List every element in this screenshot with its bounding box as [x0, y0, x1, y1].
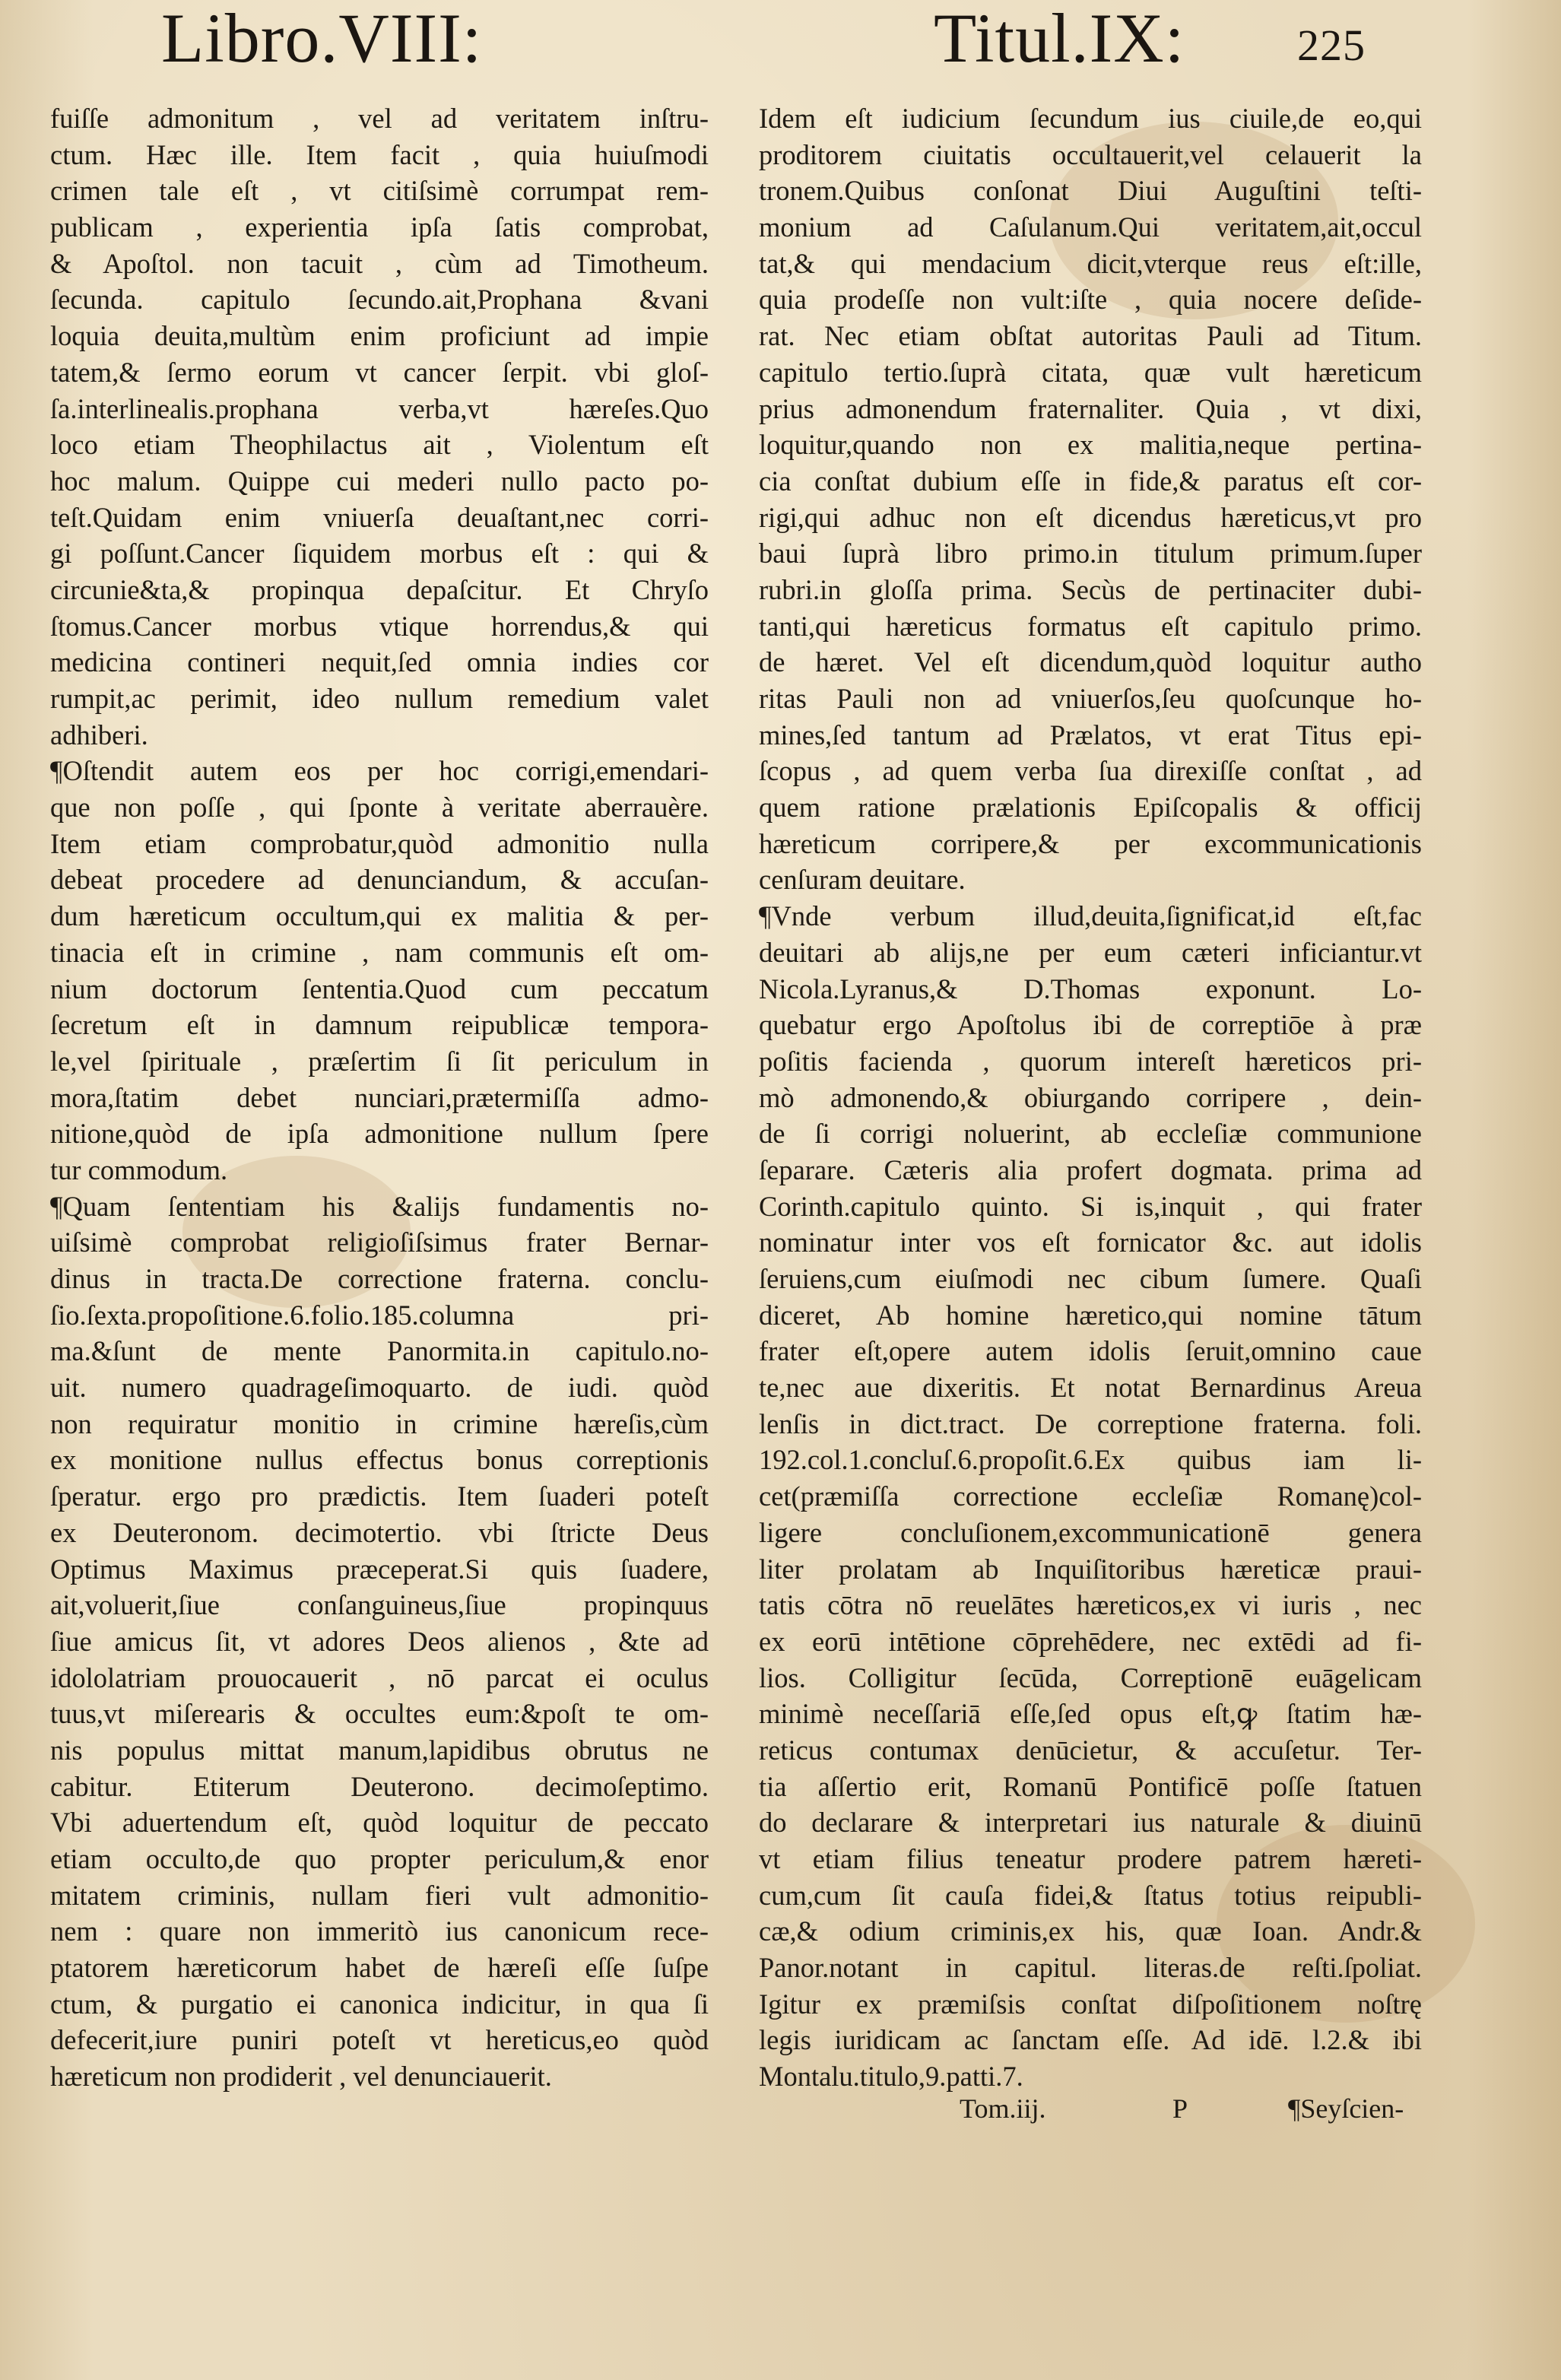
- text-line: poſitis facienda , quorum intereſt hæreticos pri-: [759, 1045, 1422, 1077]
- text-line: quebatur ergo Apoſtolus ibi de correptiōe à præ: [759, 1009, 1422, 1041]
- text-line: ritas Pauli non ad vniuerſos,ſeu quoſcunque ho-: [759, 683, 1422, 714]
- text-line: ma.&ſunt de mente Panormita.in capitulo.no-: [50, 1335, 709, 1367]
- volume-mark: Tom.iij.: [960, 2093, 1046, 2124]
- text-line: idololatriam prouocauerit , nō parcat ei oculus: [50, 1661, 709, 1693]
- text-line: tur commodum.: [50, 1154, 228, 1185]
- text-line: gi poſſunt.Cancer ſiquidem morbus eſt : qui &: [50, 538, 709, 570]
- text-line: crimen tale eſt , vt citiſsimè corrumpat rem-: [50, 175, 709, 207]
- text-line: tatis cōtra nō reuelātes hæreticos,ex vi iuris , nec: [759, 1589, 1422, 1621]
- text-line: ctum. Hæc ille. Item facit , quia huiuſmodi: [50, 138, 709, 170]
- text-line: ¶Oſtendit autem eos per hoc corrigi,emendari-: [50, 755, 709, 787]
- text-line: hoc malum. Quippe cui mederi nullo pacto po-: [50, 465, 709, 497]
- text-line: nominatur inter vos eſt fornicator &c. aut idolis: [759, 1226, 1422, 1258]
- text-line: fuiſſe admonitum , vel ad veritatem inſtru-: [50, 103, 709, 134]
- text-line: cæ,& odium criminis,ex his, quæ Ioan. Andr.&: [759, 1915, 1422, 1947]
- text-line: ſeruiens,cum eiuſmodi nec cibum ſumere. Quaſi: [759, 1263, 1422, 1294]
- text-line: que non poſſe , qui ſponte à veritate aberrauère.: [50, 792, 709, 823]
- text-line: cabitur. Etiterum Deuterono. decimoſeptimo.: [50, 1770, 709, 1802]
- text-line: tatem,& ſermo eorum vt cancer ſerpit. vbi gloſ-: [50, 356, 709, 388]
- text-line: nis populus mittat manum,lapidibus obrutus ne: [50, 1734, 709, 1766]
- running-header: [0, 0, 1561, 85]
- text-line: rubri.in gloſſa prima. Secùs de pertinaciter dubi-: [759, 573, 1422, 605]
- text-line: ſperatur. ergo pro prædictis. Item ſuaderi poteſt: [50, 1480, 709, 1512]
- text-line: capitulo tertio.ſuprà citata, quæ vult hæreticum: [759, 356, 1422, 388]
- text-line: quem ratione prælationis Epiſcopalis & officij: [759, 792, 1422, 823]
- text-line: tuus,vt miſerearis & occultes eum:&poſt te om-: [50, 1698, 709, 1730]
- text-line: rat. Nec etiam obſtat autoritas Pauli ad Titum.: [759, 320, 1422, 352]
- text-line: ſeparare. Cæteris alia profert dogmata. prima ad: [759, 1154, 1422, 1185]
- right-text-column: [759, 100, 1422, 2095]
- text-line: Igitur ex præmiſsis conſtat diſpoſitionem noſtrę: [759, 1988, 1422, 2020]
- text-line: ex Deuteronom. decimotertio. vbi ſtricte Deus: [50, 1516, 709, 1548]
- text-line: cia conſtat dubium eſſe in fide,& paratus eſt cor-: [759, 465, 1422, 497]
- text-line: defecerit,iure puniri poteſt vt hereticus,eo quòd: [50, 2024, 709, 2056]
- text-line: mora,ſtatim debet nunciari,prætermiſſa admo-: [50, 1081, 709, 1113]
- page-footer: [0, 2090, 1561, 2135]
- text-line: ſtomus.Cancer morbus vtique horrendus,& qui: [50, 610, 709, 642]
- text-line: liter prolatam ab Inquiſitoribus hæreticæ praui-: [759, 1553, 1422, 1585]
- text-line: cet(præmiſſa correctione eccleſiæ Romanę)col-: [759, 1480, 1422, 1512]
- text-line: 192.col.1.concluſ.6.propoſit.6.Ex quibus iam li-: [759, 1444, 1422, 1476]
- text-line: ex eorū intētione cōprehēdere, nec extēdi ad fi-: [759, 1625, 1422, 1657]
- text-line: ſecunda. capitulo ſecundo.ait,Prophana &vani: [50, 284, 709, 316]
- text-line: lenſis in dict.tract. De correptione fraterna. foli.: [759, 1407, 1422, 1439]
- text-line: nem : quare non immeritò ius canonicum rece-: [50, 1915, 709, 1947]
- text-line: tanti,qui hæreticus formatus eſt capitulo primo.: [759, 610, 1422, 642]
- text-line: Panor.notant in capitul. literas.de reſti.ſpoliat.: [759, 1952, 1422, 1984]
- text-line: hæreticum non prodiderit , vel denunciauerit.: [50, 2061, 552, 2093]
- text-line: loquitur,quando non ex malitia,neque pertina-: [759, 429, 1422, 461]
- text-line: rumpit,ac perimit, ideo nullum remedium valet: [50, 683, 709, 714]
- text-line: Vbi aduertendum eſt, quòd loquitur de peccato: [50, 1807, 709, 1839]
- text-line: deuitari ab alijs,ne per eum cæteri inficiantur.vt: [759, 936, 1422, 968]
- text-line: teſt.Quidam enim vniuerſa deuaſtant,nec corri-: [50, 501, 709, 533]
- text-line: loquia deuita,multùm enim proficiunt ad impie: [50, 320, 709, 352]
- text-line: ſcopus , ad quem verba ſua direxiſſe conſtat , ad: [759, 755, 1422, 787]
- text-line: frater eſt,opere autem idolis ſeruit,omnino caue: [759, 1335, 1422, 1367]
- text-line: Idem eſt iudicium ſecundum ius ciuile,de eo,qui: [759, 103, 1422, 134]
- page-number: 225: [1297, 21, 1366, 70]
- text-line: baui ſuprà libro primo.in titulum primum.ſuper: [759, 538, 1422, 570]
- title-heading: Titul.IX:: [934, 0, 1185, 77]
- text-line: ſa.interlinealis.prophana verba,vt hæreſes.Quo: [50, 392, 709, 424]
- text-line: legis iuridicam ac ſanctam eſſe. Ad idē. l.2.& ibi: [759, 2024, 1422, 2056]
- text-line: rigi,qui adhuc non eſt dicendus hæreticus,vt pro: [759, 501, 1422, 533]
- text-line: publicam , experientia ipſa ſatis comprobat,: [50, 211, 709, 243]
- text-line: nium doctorum ſententia.Quod cum peccatum: [50, 973, 709, 1004]
- text-line: mitatem criminis, nullam fieri vult admonitio-: [50, 1879, 709, 1911]
- text-line: nitione,quòd de ipſa admonitione nullum ſpere: [50, 1118, 709, 1150]
- text-line: Nicola.Lyranus,& D.Thomas exponunt. Lo-: [759, 973, 1422, 1004]
- text-line: ex monitione nullus effectus bonus correptionis: [50, 1444, 709, 1476]
- signature-mark: P: [1172, 2093, 1188, 2124]
- text-line: ſiue amicus ſit, vt adores Deos alienos , &te ad: [50, 1625, 709, 1657]
- text-line: medicina contineri nequit,ſed omnia indies cor: [50, 646, 709, 678]
- text-line: debeat procedere ad denunciandum, & accuſan-: [50, 864, 709, 896]
- text-line: tat,& qui mendacium dicit,vterque reus eſt:ille,: [759, 247, 1422, 279]
- text-line: lios. Colligitur ſecūda, Correptionē euāgelicam: [759, 1661, 1422, 1693]
- text-line: ſecretum eſt in damnum reipublicæ tempora-: [50, 1009, 709, 1041]
- text-line: cenſuram deuitare.: [759, 864, 966, 896]
- text-line: reticus contumax denūcietur, & accuſetur. Ter-: [759, 1734, 1422, 1766]
- text-line: tinacia eſt in crimine , nam communis eſt om-: [50, 936, 709, 968]
- text-line: Montalu.titulo,9.patti.7.: [759, 2061, 1023, 2093]
- text-line: diceret, Ab homine hæretico,qui nomine tātum: [759, 1299, 1422, 1331]
- text-line: minimè neceſſariā eſſe,ſed opus eſt,ꝙ ſtatim hæ-: [759, 1698, 1422, 1730]
- text-line: monium ad Caſulanum.Qui veritatem,ait,occul: [759, 211, 1422, 243]
- text-line: ſio.ſexta.propoſitione.6.folio.185.columna pri-: [50, 1299, 709, 1331]
- text-line: ¶Vnde verbum illud,deuita,ſignificat,id eſt,fac: [759, 900, 1422, 932]
- text-line: tia aſſertio erit, Romanū Pontificē poſſe ſtatuen: [759, 1770, 1422, 1802]
- text-line: ptatorem hæreticorum habet de hæreſi eſſe ſuſpe: [50, 1952, 709, 1984]
- text-line: mines,ſed tantum ad Prælatos, vt erat Titus epi-: [759, 719, 1422, 750]
- text-line: le,vel ſpirituale , præſertim ſi ſit periculum in: [50, 1045, 709, 1077]
- book-heading: Libro.VIII:: [161, 0, 483, 77]
- text-line: loco etiam Theophilactus ait , Violentum eſt: [50, 429, 709, 461]
- text-line: & Apoſtol. non tacuit , cùm ad Timotheum.: [50, 247, 709, 279]
- text-line: etiam occulto,de quo propter periculum,& enor: [50, 1843, 709, 1874]
- text-line: ligere concluſionem,excommunicationē genera: [759, 1516, 1422, 1548]
- text-line: de ſi corrigi noluerint, ab eccleſiæ communione: [759, 1118, 1422, 1150]
- text-line: uiſsimè comprobat religioſiſsimus frater Bernar-: [50, 1226, 709, 1258]
- left-text-column: [50, 100, 709, 2095]
- text-line: hæreticum corripere,& per excommunicationis: [759, 827, 1422, 859]
- text-line: uit. numero quadrageſimoquarto. de iudi. quòd: [50, 1372, 709, 1404]
- text-line: ctum, & purgatio ei canonica indicitur, in qua ſi: [50, 1988, 709, 2020]
- catchword: ¶Seyſcien-: [1288, 2093, 1404, 2124]
- text-line: Optimus Maximus præceperat.Si quis ſuadere,: [50, 1553, 709, 1585]
- text-line: tronem.Quibus conſonat Diui Auguſtini teſti-: [759, 175, 1422, 207]
- text-line: mò admonendo,& obiurgando corripere , dein-: [759, 1081, 1422, 1113]
- text-line: cum,cum ſit cauſa fidei,& ſtatus totius reipubli-: [759, 1879, 1422, 1911]
- text-line: vt etiam filius teneatur prodere patrem hæreti-: [759, 1843, 1422, 1874]
- text-line: ait,voluerit,ſiue conſanguineus,ſiue propinquus: [50, 1589, 709, 1621]
- text-line: prius admonendum fraternaliter. Quia , vt dixi,: [759, 392, 1422, 424]
- text-line: adhiberi.: [50, 719, 148, 750]
- text-line: proditorem ciuitatis occultauerit,vel celauerit la: [759, 138, 1422, 170]
- text-line: ¶Quam ſententiam his &alijs fundamentis no-: [50, 1190, 709, 1222]
- text-line: non requiratur monitio in crimine hæreſis,cùm: [50, 1407, 709, 1439]
- text-line: Item etiam comprobatur,quòd admonitio nulla: [50, 827, 709, 859]
- text-line: Corinth.capitulo quinto. Si is,inquit , qui frater: [759, 1190, 1422, 1222]
- text-line: te,nec aue dixeritis. Et notat Bernardinus Areua: [759, 1372, 1422, 1404]
- text-line: de hæret. Vel eſt dicendum,quòd loquitur autho: [759, 646, 1422, 678]
- text-line: quia prodeſſe non vult:iſte , quia nocere deſide-: [759, 284, 1422, 316]
- text-line: dum hæreticum occultum,qui ex malitia & per-: [50, 900, 709, 932]
- text-line: circunie&ta,& propinqua depaſcitur. Et Chryſo: [50, 573, 709, 605]
- text-line: dinus in tracta.De correctione fraterna. conclu-: [50, 1263, 709, 1294]
- text-line: do declarare & interpretari ius naturale & diuinū: [759, 1807, 1422, 1839]
